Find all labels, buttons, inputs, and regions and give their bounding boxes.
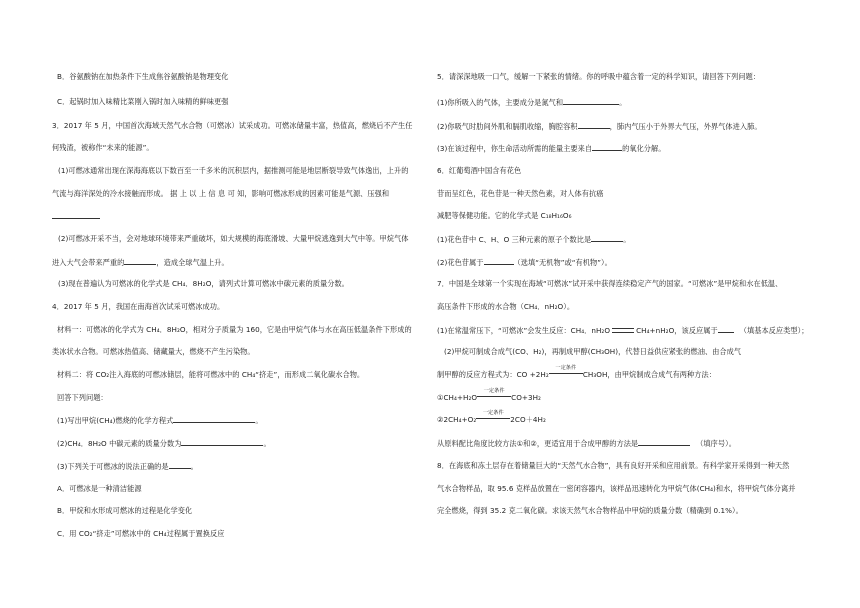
question-4-part1 (57, 415, 263, 425)
line-text: 从原料配比角度比较方法①和②，更适宜用于合成甲醇的方法是 (437, 439, 639, 448)
line-text: ①CH₄+H₂O (437, 393, 478, 402)
question-3-part1: (1)可燃冰通常出现在深海海底以下数百至一千多米的沉积层内，据推测可能是地层断裂导致气体逸出，上升的 (58, 166, 409, 175)
answer-blank[interactable] (181, 438, 263, 446)
line-text: 。 (190, 462, 198, 471)
question-7-part3 (437, 438, 736, 448)
line-text: ，肺内气压小于外界大气压，外界气体进入肺。 (609, 122, 762, 131)
question-4-part2 (57, 438, 271, 448)
line-text: (1)花色苷中 C、H、O 三种元素的原子个数比是 (437, 235, 592, 244)
question-8-text-end: 完全燃烧，得到 35.2 克二氧化碳。求该天然气水合物样品中甲烷的质量分数（精确到 0.1%）。 (437, 506, 743, 515)
question-3-text: 3．2017 年 5 月，中国首次海域天然气水合物（可燃冰）试采成功。可燃冰储量丰富，热值高，燃烧后不产生任 (52, 121, 413, 130)
reaction-bar (476, 418, 510, 419)
option-b-text: B．谷氨酸钠在加热条件下生成焦谷氨酸钠是物理变化 (57, 72, 229, 81)
method-1-equation (437, 388, 541, 402)
reaction-bar (477, 396, 511, 397)
line-text: (3)下列关于可燃冰的说法正确的是 (57, 462, 169, 471)
question-6-text-cont: 苷而呈红色，花色苷是一种天然色素，对人体有抗癌 (437, 189, 604, 198)
material-1-cont: 类冰状水合物。可燃冰热值高、储藏量大，燃烧不产生污染物。 (52, 347, 255, 356)
question-3-part1-cont: 气流与海洋深处的冷水接触而形成。 据 上 以 上 信 息 可 知，影响可燃冰形成的因素可能是气源、压强和 (52, 189, 390, 198)
line-text: （填序号）。 (696, 439, 736, 448)
answer-blank[interactable] (591, 234, 623, 242)
choice-a: A．可燃冰是一种清洁能源 (57, 484, 142, 493)
reaction-arrow (549, 365, 583, 379)
answer-blank[interactable] (592, 143, 622, 151)
line-text: CO+3H₂ (511, 393, 541, 402)
line-text: CH₄+nH₂O，该反应属于 (636, 326, 718, 335)
question-6-formula-line: 减肥等保健功能。它的化学式是 C₁₈H₁₆O₆ (437, 211, 572, 220)
line-text: 。 (255, 416, 263, 425)
line-text: 2CO＋4H₂ (510, 415, 546, 424)
question-6-part2 (437, 257, 612, 267)
line-text: ，造成全球气温上升。 (156, 258, 229, 267)
line-text: （填基本反应类型）； (739, 326, 809, 335)
answer-blank[interactable] (124, 257, 156, 265)
question-7-text-cont: 高压条件下形成的水合物（CH₄．nH₂O）。 (437, 302, 575, 311)
question-3-text-cont: 何残渣，被称作“未来的能源”。 (52, 143, 154, 152)
material-2: 材料二：将 CO₂注入海底的可燃冰储层，能将可燃冰中的 CH₄“挤走”，而形成二氧化碳水合物。 (57, 370, 365, 379)
reaction-condition: 一定条件 (555, 365, 577, 371)
line-text: 。 (619, 98, 627, 107)
question-5-part1 (437, 97, 626, 107)
question-4-part3 (57, 461, 198, 471)
question-6-text: 6．红葡萄酒中国含有花色 (437, 166, 522, 175)
question-7-part1 (437, 325, 809, 335)
answer-prompt: 回答下列问题： (57, 393, 108, 402)
line-text: (3)在该过程中，你生命活动所需的能量主要来自 (437, 144, 593, 153)
answer-blank[interactable] (563, 97, 619, 105)
choice-c: C．用 CO₂“挤走”可燃冰中的 CH₄过程属于置换反应 (57, 529, 225, 538)
reaction-arrow (476, 410, 510, 424)
choice-b: B．甲烷和水形成可燃冰的过程是化学变化 (57, 506, 193, 515)
line-text: CH₃OH，由甲烷制成合成气有两种方法： (582, 370, 716, 379)
question-4-text: 4．2017 年 5 月，我国在南海首次试采可燃冰成功。 (52, 302, 225, 311)
option-c-text: C．起锅时加入味精比菜刚入锅时加入味精的鲜味更强 (57, 97, 229, 106)
question-5-part3 (437, 143, 666, 153)
line-text: 。 (263, 439, 271, 448)
answer-blank[interactable] (173, 415, 255, 423)
answer-blank[interactable] (718, 325, 734, 333)
reaction-condition: 一定条件 (482, 410, 504, 416)
material-1: 材料一：可燃冰的化学式为 CH₄．8H₂O，相对分子质量为 160，它是由甲烷气体与水在高压低温条件下形成的 (57, 325, 412, 334)
method-2-equation (437, 410, 546, 424)
methanol-equation-line (437, 365, 716, 379)
line-text: (1)你所吸入的气体，主要成分是氮气和 (437, 98, 564, 107)
question-7-part2: (2)甲烷可制成合成气(CO、H₂)，再制成甲醇(CH₃OH)，代替日益供应紧张的燃油、由合成气 (444, 347, 742, 356)
line-text: (1)写出甲烷(CH₄)燃烧的化学方程式 (57, 416, 174, 425)
reaction-arrow (477, 388, 511, 402)
line-text: ②2CH₄+O₂ (437, 415, 477, 424)
answer-blank[interactable] (578, 121, 610, 129)
answer-blank[interactable] (484, 257, 514, 265)
question-7-text: 7．中国是全球第一个实现在海域“可燃冰”试开采中获得连续稳定产气的国家。“可燃冰”是甲烷和水在低温、 (437, 279, 783, 288)
question-3-part2-cont (52, 257, 229, 267)
line-text: 的氧化分解。 (622, 144, 666, 153)
line-text: 进入大气会带来严重的 (52, 258, 125, 267)
equals-sign (612, 328, 634, 333)
question-8-text: 8．在海底和冻土层存在着储量巨大的“天然气水合物”，具有良好开采和应用前景。有科学家开采得到一种天然 (437, 461, 790, 470)
reaction-bar (549, 373, 583, 374)
answer-blank-line (52, 211, 100, 221)
line-text: (2)CH₄．8H₂O 中碳元素的质量分数为 (57, 439, 182, 448)
question-3-part3: (3)现在普遍认为可燃冰的化学式是 CH₄．8H₂O，请列式计算可燃冰中碳元素的质量分数。 (58, 279, 349, 288)
line-text: (1)在常温常压下，“可燃冰”会发生反应：CH₄．nH₂O (437, 326, 611, 335)
answer-blank[interactable] (638, 438, 690, 446)
answer-blank[interactable] (52, 211, 100, 219)
question-5-part2 (437, 121, 762, 131)
question-3-part2: (2)可燃冰开采不当，会对地球环境带来严重破坏，如大规模的海底滑坡、大量甲烷逃逸到大气中等。甲烷气体 (58, 234, 409, 243)
line-text: 制甲醇的反应方程式为：CO +2H₂ (437, 370, 549, 379)
question-5-text: 5．请深深地吸一口气，缓解一下紧张的情绪。你的呼吸中蕴含着一定的科学知识，请回答下列问题： (437, 72, 761, 81)
answer-blank[interactable] (169, 461, 191, 469)
question-6-part1 (437, 234, 631, 244)
line-text: (2)你吸气时肋间外肌和膈肌收缩，胸腔容积 (437, 122, 578, 131)
line-text: (2)花色苷属于 (437, 258, 484, 267)
line-text: （选填“无机物”或“有机物”）。 (513, 258, 612, 267)
reaction-condition: 一定条件 (483, 388, 505, 394)
question-8-text-cont: 气水合物样品，取 95.6 克样品放置在一密闭容器内，该样品迅速转化为甲烷气体(CH₄)和水，将甲烷气体分离并 (437, 484, 796, 493)
line-text: 。 (623, 235, 631, 244)
